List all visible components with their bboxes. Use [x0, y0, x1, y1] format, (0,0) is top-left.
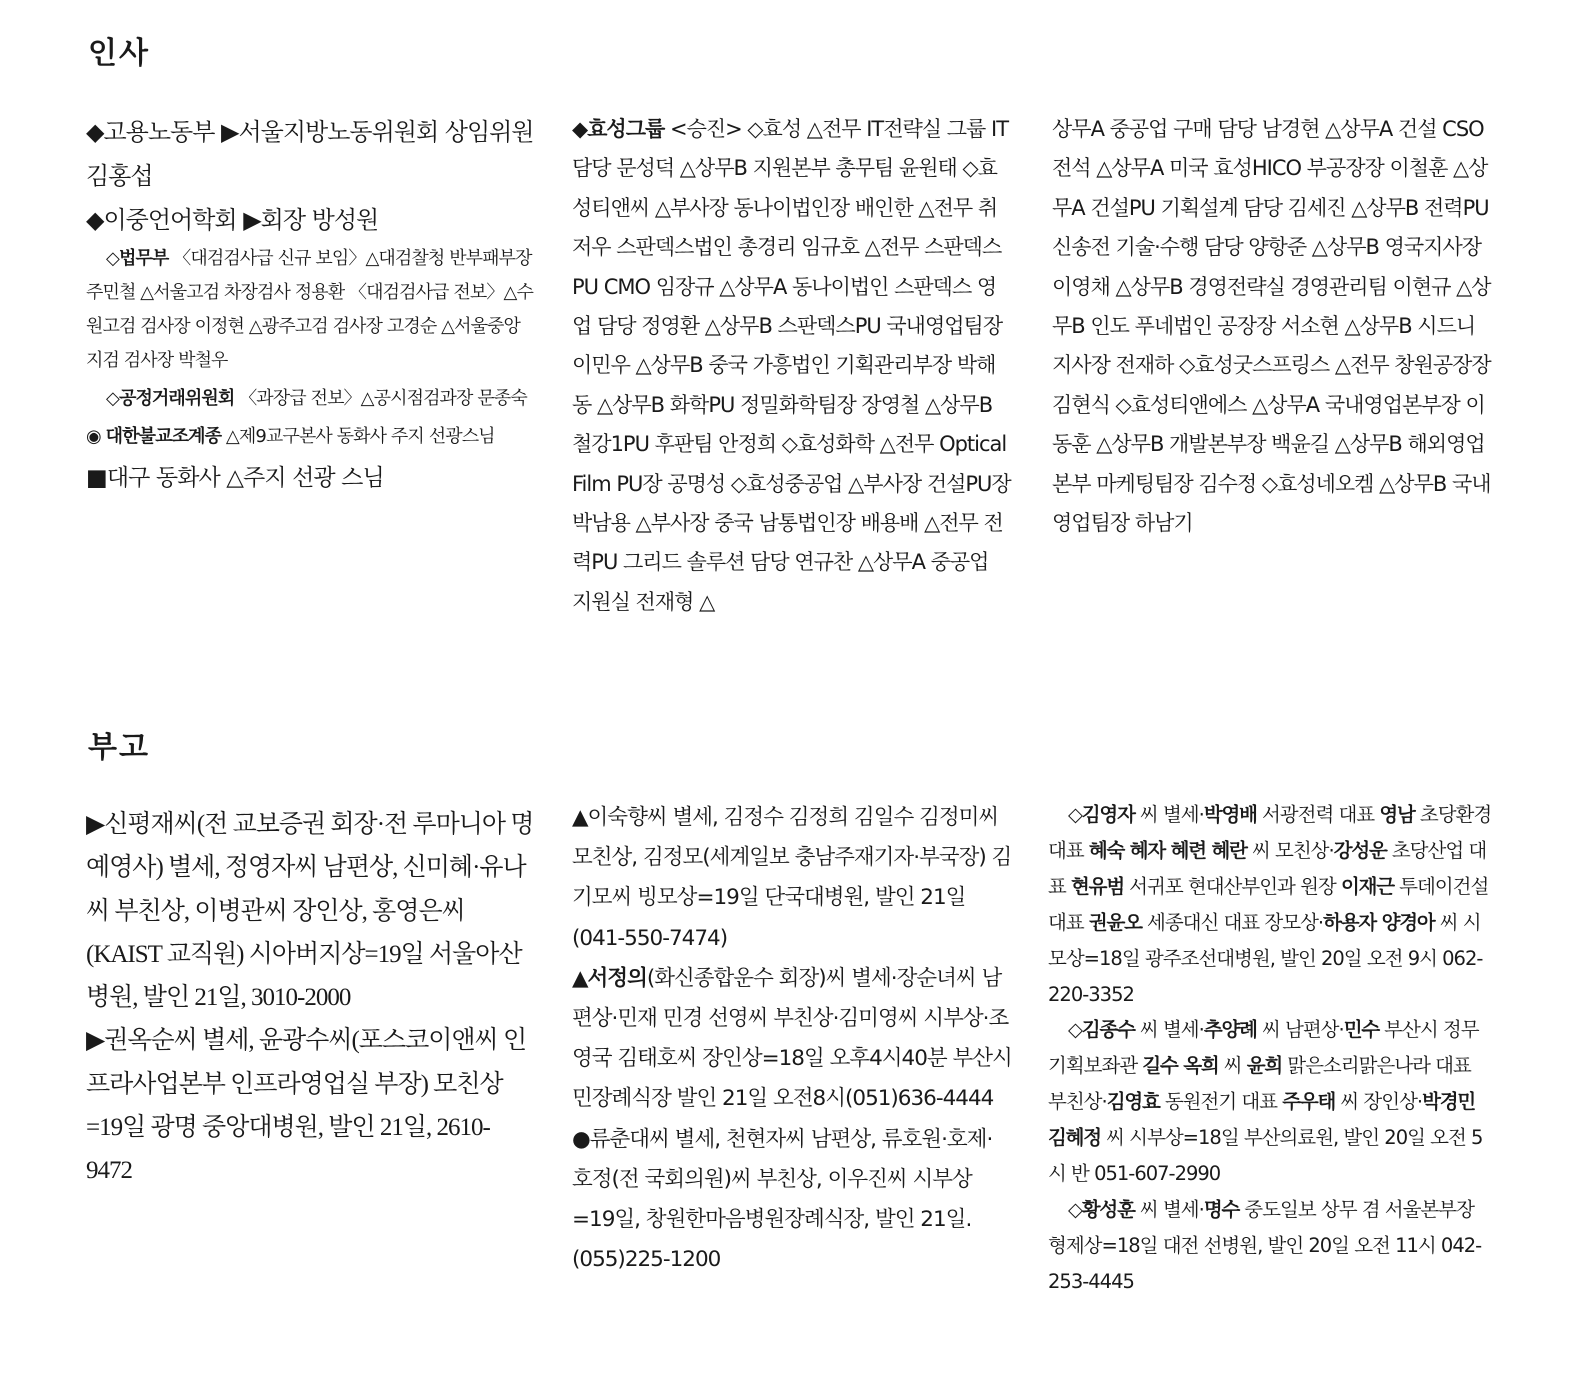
bugo-column-1 — [86, 803, 534, 1193]
text-run: 씨 시모상=18일 광주조선대병원, 발인 20일 오전 9시 062-220-3352 — [1048, 910, 1483, 1006]
text-run: 서광전력 대표 — [1256, 803, 1380, 826]
bold-name: 윤희 — [1246, 1054, 1283, 1078]
bold-name: 하용자 양경아 — [1323, 910, 1435, 934]
text-run: 씨 모친상· — [1246, 838, 1334, 862]
text-run: 세종대신 대표 장모상· — [1141, 910, 1324, 934]
insa-entry-donghwasa: ■대구 동화사 △주지 선광 스님 — [86, 465, 384, 491]
section-title-insa: 인사 — [88, 36, 150, 71]
bold-name: ◇김영자 — [1068, 803, 1135, 826]
bold-name: 명수 — [1203, 1197, 1240, 1221]
bold-name: 영남 — [1379, 803, 1415, 826]
bugo-entry: ▶신평재씨(전 교보증권 회장·전 루마니아 명예영사) 별세, 정영자씨 남편상, 신미혜·유나씨 부친상, 이병관씨 장인상, 홍영은씨(KAIST 교직원) 시아버지상=19일 서울아산병원, 발인 21일, 3010-2000 — [86, 811, 534, 1012]
section-title-bugo: 부고 — [88, 730, 150, 765]
insa-entry-hyosung-continued: 상무A 중공업 구매 담당 남경현 △상무A 건설 CSO 전석 △상무A 미국 효성HICO 부공장장 이철훈 △상무A 건설PU 기획설계 담당 김세진 △상무B 전력PU 신송전 기술·수행 담당 양항준 △상무B 영국지사장 이영채 △상무B 경영전략실 경영관리팀 이현규 △상무B 인도 푸네법인 공장장 서소현 △상무B 시드니지사장 전재하 ◇효성굿스프링스 △전무 창원공장장 김현식 ◇효성티앤에스 △상무A 국내영업본부장 이동훈 △상무B 개발본부장 백윤길 △상무B 해외영업본부 마케팅팀장 김수정 ◇효성네오켐 △상무B 국내영업팀장 하남기 — [1052, 117, 1491, 536]
bugo-entry: ▲이숙향씨 별세, 김정수 김정희 김일수 김정미씨 모친상, 김정모(세계일보 충남주재기자·부국장) 김기모씨 빙모상=19일 단국대병원, 발인 21일(041-550-7474) — [572, 805, 1012, 951]
text-run: 씨 장인상· — [1335, 1090, 1423, 1114]
bold-name: 주우태 — [1282, 1090, 1336, 1114]
text-run: 서귀포 현대산부인과 원장 — [1123, 874, 1341, 898]
insa-entry-bilingual-society: ◆이중언어학회 ▶회장 방성원 — [86, 206, 379, 234]
text-run: 씨 — [1218, 1054, 1247, 1078]
text-run: 중도일보 상무 겸 서울본부장 형제상=18일 대전 선병원, 발인 20일 오전 11시 042-253-4445 — [1048, 1197, 1482, 1293]
text-run: 초당산업 대표 — [1048, 838, 1487, 898]
bold-name: 박경민 김혜정 — [1048, 1090, 1476, 1150]
insa-entry-fair-trade: ◇공정거래위원회 〈과장급 전보〉△공시점검과장 문종숙 — [106, 388, 527, 409]
bugo-entry — [1048, 1012, 1492, 1192]
bugo-entry: ▶권옥순씨 별세, 윤광수씨(포스코이앤씨 인프라사업본부 인프라영업실 부장) 모친상=19일 광명 중앙대병원, 발인 21일, 2610-9472 — [86, 1027, 527, 1185]
bold-name: ◇김종수 — [1068, 1018, 1135, 1042]
bugo-column-2 — [572, 798, 1012, 1280]
insa-entry-hyosung: ◆효성그룹 <승진> ◇효성 △전무 IT전략실 그룹 IT 담당 문성덕 △상무B 지원본부 총무팀 윤원태 ◇효성티앤씨 △부사장 동나이법인장 배인한 △전무 취저우 스판덱스법인 총경리 임규호 △전무 스판덱스PU CMO 임장규 △상무A 동나이법인 스판덱스 영업 담당 정영환 △상무B 스판덱스PU 국내영업팀장 이민우 △상무B 중국 가흥법인 기획관리부장 박해동 △상무B 화학PU 정밀화학팀장 장영철 △상무B 철강1PU 후판팀 안정희 ◇효성화학 △전무 Optical Film PU장 공명성 ◇효성중공업 △부사장 건설PU장 박남용 △부사장 중국 남통법인장 배용배 △전무 전력PU 그리드 솔루션 담당 연규찬 △상무A 중공업 지원실 전재형 △ — [572, 117, 1011, 614]
insa-entry-justice-ministry: ◇법무부 〈대검검사급 신규 보임〉△대검찰청 반부패부장 주민철 △서울고검 차장검사 정용환 〈대검검사급 전보〉△수원고검 검사장 이정현 △광주고검 검사장 고경순 △서울중앙지검 검사장 박철우 — [86, 248, 533, 371]
text-run: 씨 별세· — [1134, 1018, 1204, 1042]
bold-name: 혜숙 혜자 혜련 혜란 — [1088, 838, 1247, 862]
text-run: 부산시 정무기획보좌관 — [1048, 1018, 1479, 1078]
bold-name: 권윤오 — [1088, 910, 1142, 934]
bold-name: 이재근 — [1340, 874, 1394, 898]
insa-column-3 — [1052, 110, 1492, 543]
text-run: 씨 남편상· — [1256, 1018, 1344, 1042]
text-run: 씨 시부상=18일 부산의료원, 발인 20일 오전 5시 반 051-607-2990 — [1048, 1126, 1483, 1186]
insa-entry-buddhism: ◉ 대한불교조계종 △제9교구본사 동화사 주지 선광스님 — [86, 426, 495, 447]
insa-column-1 — [86, 110, 534, 502]
text-run: 씨 별세· — [1134, 803, 1204, 826]
bold-name: 김영효 — [1106, 1090, 1160, 1114]
text-run: 씨 별세· — [1134, 1197, 1204, 1221]
bold-name: 강성운 — [1333, 838, 1387, 862]
text-run: 초당환경 대표 — [1048, 803, 1492, 862]
text-run: 동원전기 대표 — [1159, 1090, 1283, 1114]
bold-name: 민수 — [1343, 1018, 1379, 1042]
bold-name: ◇황성훈 — [1068, 1197, 1135, 1221]
bugo-entry — [1048, 1192, 1492, 1300]
bold-name: 추양례 — [1203, 1018, 1257, 1042]
bold-name: 박영배 — [1203, 803, 1257, 826]
insa-entry-labor-ministry: ◆고용노동부 ▶서울지방노동위원회 상임위원 김홍섭 — [86, 118, 534, 190]
text-run: 투데이건설 대표 — [1048, 874, 1489, 934]
bold-name: 현유범 — [1071, 874, 1124, 898]
bugo-entry: ▲서정의(화신종합운수 회장)씨 별세·장순녀씨 남편상·민재 민경 선영씨 부친상·김미영씨 시부상·조영국 김태호씨 장인상=18일 오후4시40분 부산시민장례식장 발인 21일 오전8시(051)636-4444 — [572, 965, 1012, 1112]
bugo-entry: ●류춘대씨 별세, 천현자씨 남편상, 류호원·호제·호정(전 국회의원)씨 부친상, 이우진씨 시부상=19일, 창원한마음병원장례식장, 발인 21일. (055)225-1200 — [572, 1126, 993, 1273]
bugo-entry — [1048, 797, 1492, 1012]
bugo-column-3 — [1048, 797, 1492, 1300]
bold-name: 길수 옥희 — [1142, 1054, 1219, 1078]
text-run: 맑은소리맑은나라 대표 부친상· — [1048, 1054, 1471, 1114]
insa-column-2 — [572, 110, 1012, 622]
